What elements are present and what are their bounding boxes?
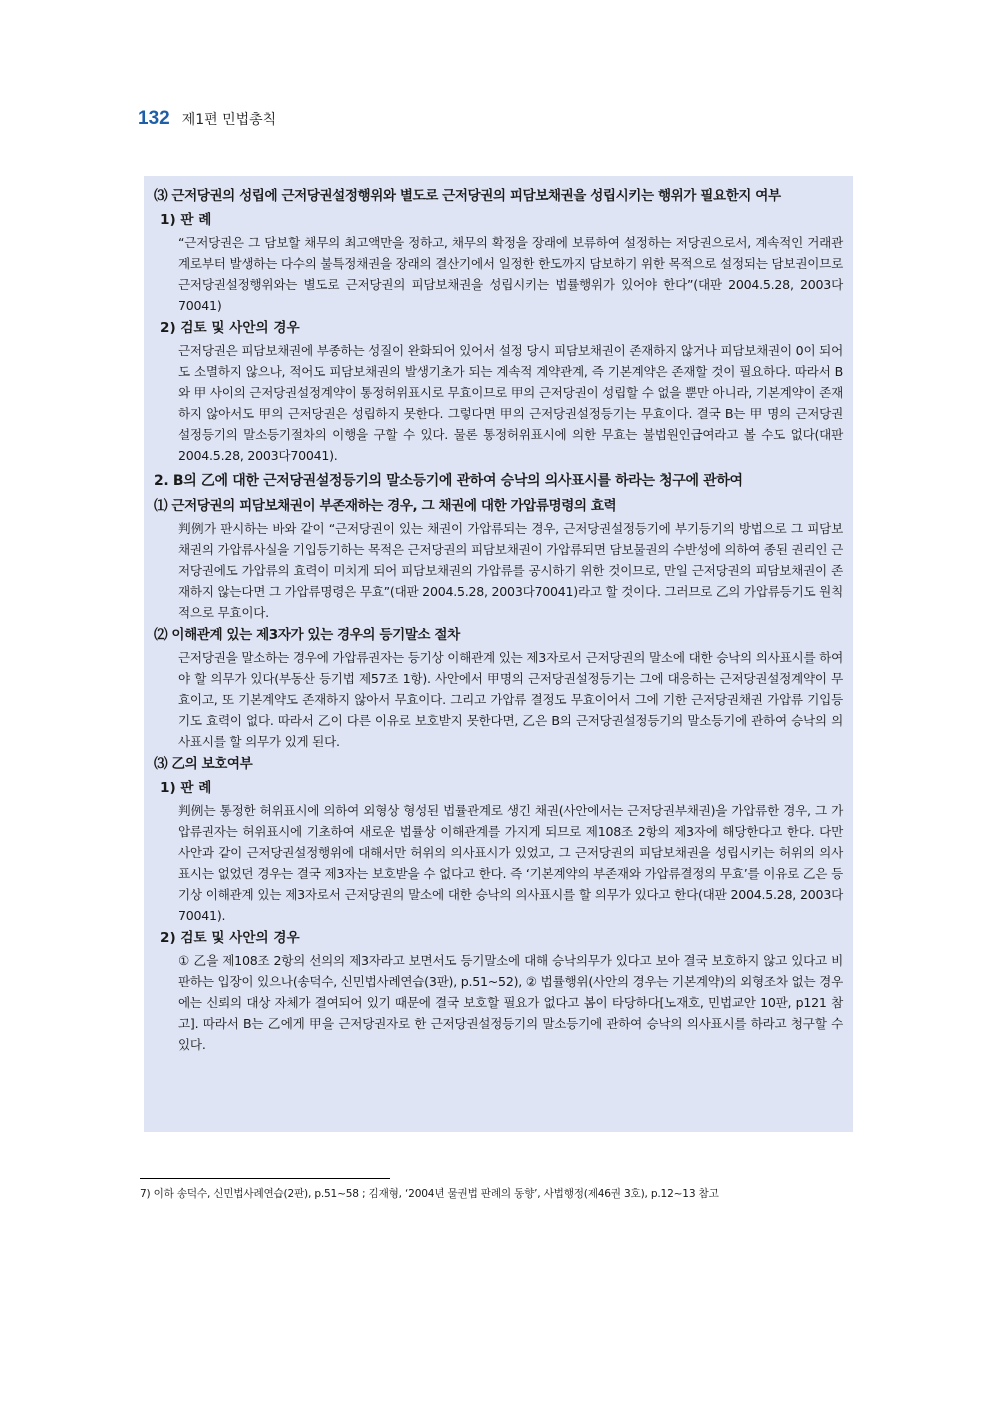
page-header — [138, 108, 276, 130]
section-heading: ⑴ 근저당권의 피담보채권이 부존재하는 경우, 그 채권에 대한 가압류명령의 효력 — [154, 498, 617, 514]
footnote: 7) 이하 송덕수, 신민법사례연습(2판), p.51~58 ; 김재형, ‘2004년 물권법 판례의 동향’, 사법행정(제46권 3호), p.12~13 참고 — [140, 1188, 719, 1200]
subsection-heading: 2) 검토 및 사안의 경우 — [160, 320, 300, 336]
part-heading: 2. B의 乙에 대한 근저당권설정등기의 말소등기에 관하여 승낙의 의사표시를 하라는 청구에 관하여 — [154, 473, 743, 489]
page-number: 132 — [138, 108, 170, 129]
paragraph: “근저당권은 그 담보할 채무의 최고액만을 정하고, 채무의 확정을 장래에 보류하여 설정하는 저당권으로서, 계속적인 거래관계로부터 발생하는 다수의 불특정채권을 장래의 결산기에서 일정한 한도까지 담보하기 위한 목적으로 설정되는 담보권이므로 근저당권설정행위와는 별도로 근저당권의 피담보채권을 성립시키는 법률행위가 있어야 한다”(대판 2004.5.28, 2003다70041) — [178, 235, 843, 313]
paragraph: 判例는 통정한 허위표시에 의하여 외형상 형성된 법률관계로 생긴 채권(사안에서는 근저당권부채권)을 가압류한 경우, 그 가압류권자는 허위표시에 기초하여 새로운 법률상 이해관계를 가지게 되므로 제108조 2항의 제3자에 해당한다고 한다. 다만 사안과 같이 근저당권설정행위에 대해서만 허위의 의사표시가 있었고, 그 근저당권의 피담보채권을 성립시키는 허위의 의사표시는 없었던 경우는 결국 제3자는 보호받을 수 없다고 한다. 즉 ‘기본계약의 부존재와 가압류결정의 무효’를 이유로 乙은 등기상 이해관계 있는 제3자로서 근저당권의 말소에 대한 승낙의 의사표시를 할 의무가 있다고 한다(대판 2004.5.28, 2003다70041). — [178, 803, 843, 923]
subsection-heading: 1) 판 례 — [160, 212, 212, 228]
content-box — [144, 176, 853, 1132]
paragraph: 근저당권은 피담보채권에 부종하는 성질이 완화되어 있어서 설정 당시 피담보채권이 존재하지 않거나 피담보채권이 0이 되어도 소멸하지 않으나, 적어도 피담보채권의 발생기초가 되는 계속적 계약관계, 즉 기본계약은 존재할 것이 필요하다. 따라서 B와 甲 사이의 근저당권설정계약이 통정허위표시로 무효이므로 甲의 근저당권이 성립할 수 없을 뿐만 아니라, 기본계약이 존재하지 않아서도 甲의 근저당권은 성립하지 못한다. 그렇다면 甲의 근저당권설정등기는 무효이다. 결국 B는 甲 명의 근저당권설정등기의 말소등기절차의 이행을 구할 수 있다. 물론 통정허위표시에 의한 무효는 불법원인급여라고 볼 수도 없다(대판 2004.5.28, 2003다70041). — [178, 343, 843, 463]
paragraph: 근저당권을 말소하는 경우에 가압류권자는 등기상 이해관계 있는 제3자로서 근저당권의 말소에 대한 승낙의 의사표시를 하여야 할 의무가 있다(부동산 등기법 제57조 1항). 사안에서 甲명의 근저당권설정등기는 그에 대응하는 근저당권설정계약이 무효이고, 또 기본계약도 존재하지 않아서 무효이다. 그리고 가압류 결정도 무효이어서 그에 기한 근저당권채권 가압류 기입등기도 효력이 없다. 따라서 乙이 다른 이유로 보호받지 못한다면, 乙은 B의 근저당권설정등기의 말소등기에 관하여 승낙의 의사표시를 할 의무가 있게 된다. — [178, 650, 843, 749]
paragraph: 判例가 판시하는 바와 같이 “근저당권이 있는 채권이 가압류되는 경우, 근저당권설정등기에 부기등기의 방법으로 그 피담보채권의 가압류사실을 기입등기하는 목적은 근저당권의 피담보채권이 가압류되면 담보물권의 수반성에 의하여 종된 권리인 근저당권에도 가압류의 효력이 미치게 되어 피담보채권의 가압류를 공시하기 위한 것이므로, 만일 근저당권의 피담보채권이 존재하지 않는다면 그 가압류명령은 무효”(대판 2004.5.28, 2003다70041)라고 할 것이다. 그러므로 乙의 가압류등기도 원칙적으로 무효이다. — [178, 521, 843, 620]
subsection-heading: 1) 판 례 — [160, 780, 212, 796]
section-heading: ⑵ 이해관계 있는 제3자가 있는 경우의 등기말소 절차 — [154, 627, 460, 643]
subsection-heading: 2) 검토 및 사안의 경우 — [160, 930, 300, 946]
paragraph: ① 乙을 제108조 2항의 선의의 제3자라고 보면서도 등기말소에 대해 승낙의무가 있다고 보아 결국 보호하지 않고 있다고 비판하는 입장이 있으나(송덕수, 신민법사례연습(3판), p.51~52), ② 법률행위(사안의 경우는 기본계약)의 외형조차 없는 경우에는 신뢰의 대상 자체가 결여되어 있기 때문에 결국 보호할 필요가 없다고 봄이 타당하다[노재호, 민법교안 10판, p121 참고]. 따라서 B는 乙에게 甲을 근저당권자로 한 근저당권설정등기의 말소등기에 관하여 승낙의 의사표시를 하라고 청구할 수 있다. — [178, 953, 843, 1052]
section-heading: ⑶ 근저당권의 성립에 근저당권설정행위와 별도로 근저당권의 피담보채권을 성립시키는 행위가 필요한지 여부 — [154, 188, 781, 204]
section-heading: ⑶ 乙의 보호여부 — [154, 756, 253, 772]
footnote-divider — [140, 1178, 390, 1179]
chapter-title: 제1편 민법총칙 — [181, 112, 277, 128]
